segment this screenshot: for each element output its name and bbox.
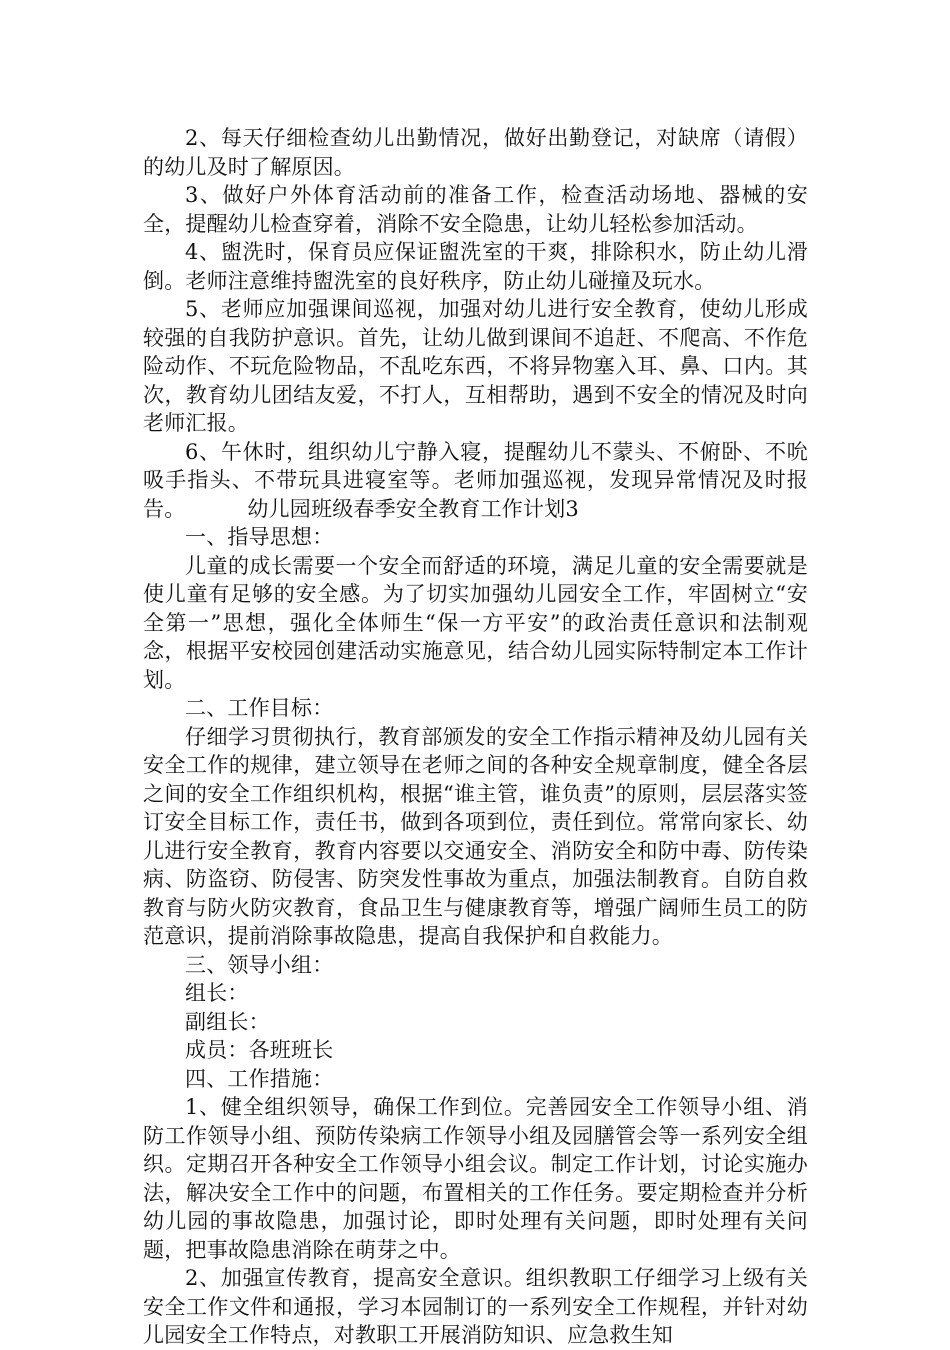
section-heading-goals: 二、工作目标： [185, 696, 334, 720]
paragraph-measure-2: 2、加强宣传教育，提高安全意识。组织教职工仔细学习上级有关安全工作文件和通报，学习本园制订的一系列安全工作规程，并针对幼儿园安全工作特点，对教职工开展消防知识、应急救生知 [143, 1266, 808, 1347]
paragraph-guiding: 儿童的成长需要一个安全而舒适的环境，满足儿童的安全需要就是使儿童有足够的安全感。为了切实加强幼儿园安全工作，牢固树立“安全第一”思想，强化全体师生“保一方平安”的政治责任意识和法制观念，根据平安校园创建活动实施意见，结合幼儿园实际特制定本工作计划。 [143, 553, 808, 692]
document-body [143, 124, 808, 1350]
members-line: 成员：各班班长 [185, 1038, 334, 1062]
paragraph-item-5: 5、老师应加强课间巡视，加强对幼儿进行安全教育，使幼儿形成较强的自我防护意识。首先，让幼儿做到课间不追赶、不爬高、不作危险动作、不玩危险物品，不乱吃东西，不将异物塞入耳、鼻、口内。其次，教育幼儿团结友爱，不打人，互相帮助，遇到不安全的情况及时向老师汇报。 [143, 297, 808, 435]
section-heading-guiding: 一、指导思想： [185, 525, 334, 549]
paragraph-item-2: 2、每天仔细检查幼儿出勤情况，做好出勤登记，对缺席（请假）的幼儿及时了解原因。 [143, 126, 808, 179]
section-heading-measures: 四、工作措施： [185, 1066, 334, 1091]
plan-heading: 幼儿园班级春季安全教育工作计划3 [247, 496, 579, 521]
paragraph-item-6: 6、午休时，组织幼儿宁静入寝，提醒幼儿不蒙头、不俯卧、不吮吸手指头、不带玩具进寝室等。老师加强巡视，发现异常情况及时报告。 [143, 439, 808, 521]
leader-line: 组长： [185, 981, 249, 1005]
paragraph-item-6-with-heading [143, 438, 808, 524]
deputy-leader-line: 副组长： [185, 1009, 270, 1034]
paragraph-item-3: 3、做好户外体育活动前的准备工作，检查活动场地、器械的安全，提醒幼儿检查穿着，消除不安全隐患，让幼儿轻松参加活动。 [143, 183, 808, 236]
paragraph-measure-1: 1、健全组织领导，确保工作到位。完善园安全工作领导小组、消防工作领导小组、预防传染病工作领导小组及园膳管会等一系列安全组织。定期召开各种安全工作领导小组会议。制定工作计划，讨论实施办法，解决安全工作中的问题，布置相关的工作任务。要定期检查并分析幼儿园的事故隐患，加强讨论，即时处理有关问题，即时处理有关问题，把事故隐患消除在萌芽之中。 [143, 1095, 808, 1262]
section-heading-leadership: 三、领导小组： [185, 952, 334, 977]
paragraph-item-4: 4、盥洗时，保育员应保证盥洗室的干爽，排除积水，防止幼儿滑倒。老师注意维持盥洗室的良好秩序，防止幼儿碰撞及玩水。 [143, 240, 808, 293]
paragraph-goals: 仔细学习贯彻执行，教育部颁发的安全工作指示精神及幼儿园有关安全工作的规律，建立领导在老师之间的各种安全规章制度，健全各层之间的安全工作组织机构，根据“谁主管，谁负责”的原则，层层落实签订安全目标工作，责任书，做到各项到位，责任到位。常常向家长、幼儿进行安全教育，教育内容要以交通安全、消防安全和防中毒、防传染病、防盗窃、防侵害、防突发性事故为重点，加强法制教育。自防自救教育与防火防灾教育，食品卫生与健康教育等，增强广阔师生员工的防范意识，提前消除事故隐患，提高自我保护和自救能力。 [143, 724, 808, 948]
